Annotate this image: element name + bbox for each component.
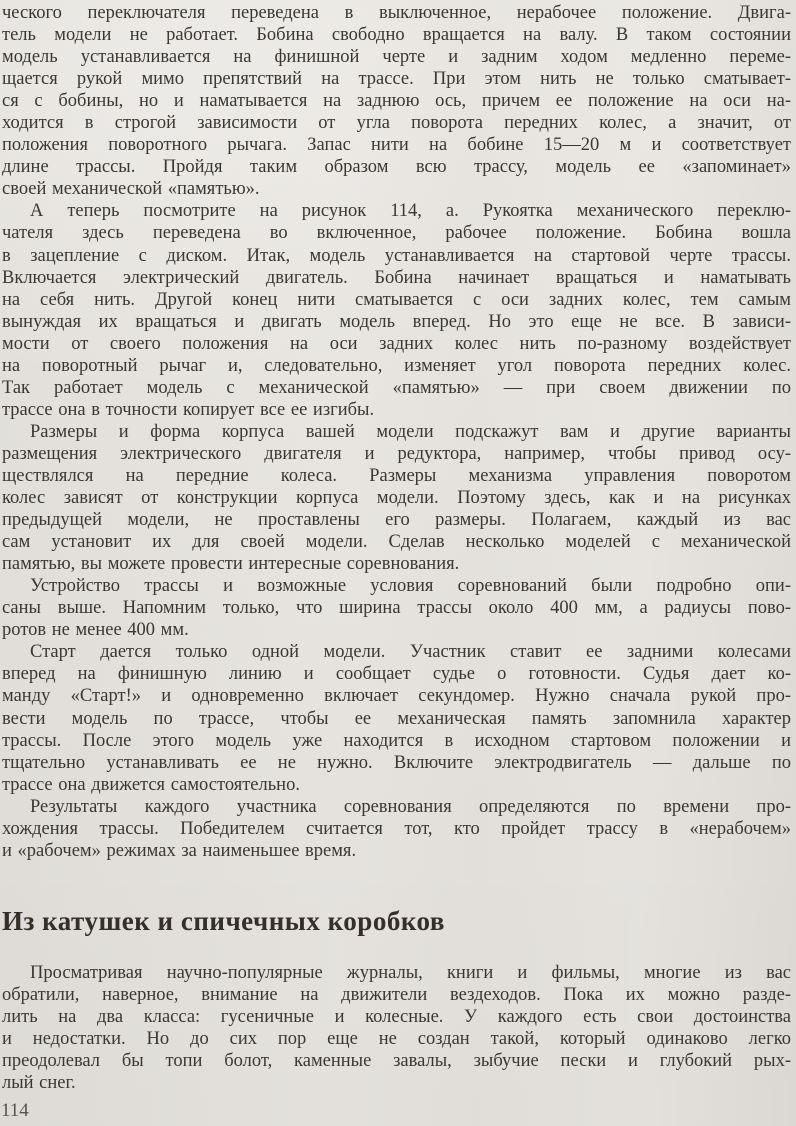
text-line: сам установит их для своей модели. Сделав несколько моделей с механической [2, 532, 791, 553]
body-text-bottom [0, 962, 796, 1094]
text-line: памятью, вы можете провести интересные соревнования. [2, 554, 460, 575]
text-line: своей механической «памятью». [2, 179, 260, 200]
text-line: саны выше. Напомним только, что ширина трассы около 400 мм, а радиусы пово- [2, 598, 791, 619]
text-line: и недостатки. Но до сих пор еще не создан такой, который одинаково легко [2, 1028, 791, 1049]
paragraph [2, 200, 791, 420]
paragraph [2, 641, 791, 795]
text-line: в зацепление с диском. Итак, модель устанавливается на стартовой черте трассы. [2, 245, 791, 266]
text-line: А теперь посмотрите на рисунок 114, а. Рукоятка механического переклю- [30, 201, 791, 222]
text-line: Устройство трассы и возможные условия соревнований были подробно опи- [30, 576, 791, 597]
page-number: 114 [1, 1100, 29, 1122]
paragraph [2, 796, 791, 862]
text-line: лить на два класса: гусеничные и колесные. У каждого есть свои достоинства [2, 1006, 791, 1027]
text-line: и «рабочем» режимах за наименьшее время. [2, 840, 357, 861]
text-line: модель устанавливается на финишной черте и задним ходом медленно переме- [2, 47, 791, 68]
text-line: чателя здесь переведена во включенное, рабочее положение. Бобина вошла [2, 223, 791, 244]
text-line: Результаты каждого участника соревнования определяются по времени про- [30, 796, 791, 817]
text-line: вперед на финишную линию и сообщает судье о готовности. Судья дает ко- [2, 664, 791, 685]
text-line: Так работает модель с механической «памятью» — при своем движении по [2, 377, 791, 398]
text-line: мости от своего положения на оси задних колес нить по-разному воздействует [2, 333, 791, 354]
text-line: ся с бобины, но и наматывается на заднюю ось, причем ее положение на оси на- [2, 91, 791, 112]
text-line: предыдущей модели, не проставлены его размеры. Полагаем, каждый из вас [2, 510, 791, 531]
paragraph [2, 575, 791, 641]
text-line: на поворотный рычаг и, следовательно, изменяет угол поворота передних колес. [2, 355, 791, 376]
paragraph [2, 421, 791, 575]
text-line: на себя нить. Другой конец нити сматывается с оси задних колес, тем самым [2, 289, 791, 310]
text-line: трассе она в точности копирует все ее изгибы. [2, 399, 375, 420]
text-line: тщательно устанавливать ее не нужно. Включите электродвигатель — дальше по [2, 752, 791, 773]
text-line: преодолевал бы топи болот, каменные завалы, зыбучие пески и глубокий рых- [2, 1051, 791, 1072]
text-line: ходится в строгой зависимости от угла поворота передних колес, а значит, от [2, 113, 791, 134]
paragraph [2, 962, 791, 1094]
text-line: лый снег. [2, 1073, 76, 1094]
text-line: Просматривая научно-популярные журналы, книги и фильмы, многие из вас [30, 962, 791, 983]
text-line: ществлялся на передние колеса. Размеры механизма управления поворотом [2, 465, 791, 486]
paragraph [2, 2, 791, 200]
section-heading: Из катушек и спичечных коробков [2, 905, 445, 936]
text-line: ротов не менее 400 мм. [2, 620, 189, 641]
text-line: щается рукой мимо препятствий на трассе. При этом нить не только сматывает- [2, 69, 791, 90]
text-line: вести модель по трассе, чтобы ее механическая память запомнила характер [2, 708, 791, 729]
text-line: Размеры и форма корпуса вашей модели подскажут вам и другие варианты [30, 421, 791, 442]
text-line: трассы. После этого модель уже находится в исходном стартовом положении и [2, 730, 791, 751]
text-line: ческого переключателя переведена в выключенное, нерабочее положение. Двига- [2, 3, 791, 23]
text-line: тель модели не работает. Бобина свободно вращается на валу. В таком состоянии [2, 25, 791, 46]
text-line: колес зависят от конструкции корпуса модели. Поэтому здесь, как и на рисунках [2, 488, 791, 509]
text-line: обратили, наверное, внимание на движители вездеходов. Пока их можно разде- [2, 984, 791, 1005]
text-line: положения поворотного рычага. Запас нити на бобине 15—20 м и соответствует [2, 135, 791, 156]
text-line: длине трассы. Пройдя таким образом всю трассу, модель ее «запоминает» [2, 157, 791, 178]
text-line: вынуждая их вращаться и двигать модель вперед. Но это еще не все. В зависи- [2, 311, 791, 332]
text-line: Включается электрический двигатель. Бобина начинает вращаться и наматывать [2, 267, 791, 288]
text-line: хождения трассы. Победителем считается тот, кто пройдет трассу в «нерабочем» [2, 818, 791, 839]
text-line: трассе она движется самостоятельно. [2, 774, 300, 795]
text-line: размещения электрического двигателя и редуктора, например, чтобы привод осу- [2, 443, 791, 464]
text-line: манду «Старт!» и одновременно включает секундомер. Нужно сначала рукой про- [2, 686, 791, 707]
text-line: Старт дается только одной модели. Участник ставит ее задними колесами [30, 642, 791, 663]
